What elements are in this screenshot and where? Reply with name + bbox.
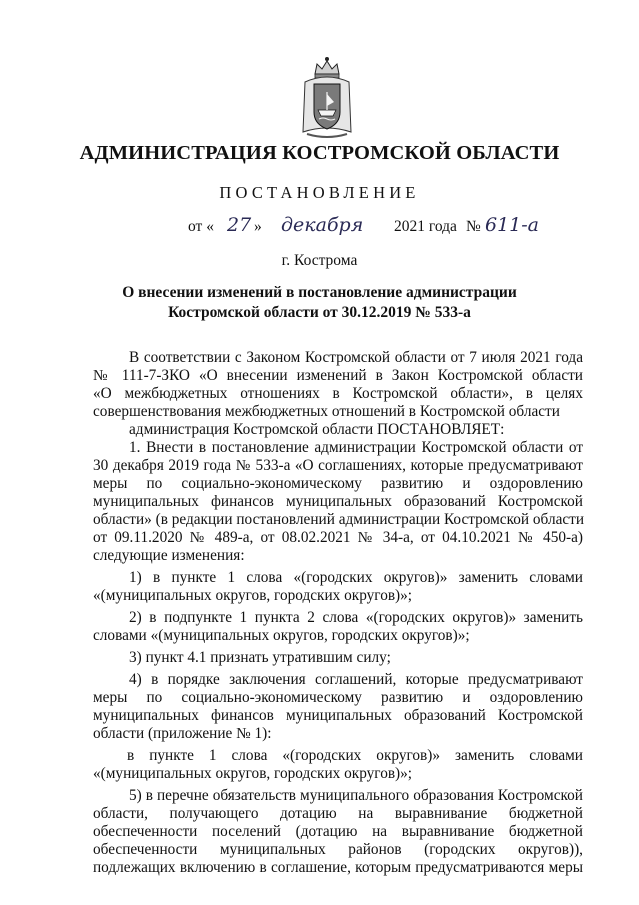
subject-line: О внесении изменений в постановление администрации <box>122 284 517 301</box>
body-line: обеспеченности поселений (дотацию на выравнивание бюджетной <box>93 823 583 840</box>
body-line: 5) в перечне обязательств муниципального образования Костромской <box>129 787 583 804</box>
body-line: области, получающего дотацию на выравнивание бюджетной <box>93 805 583 822</box>
handwritten-day: 27 <box>227 214 252 236</box>
handwritten-month: декабря <box>281 214 364 236</box>
body-line: от 09.11.2020 № 489-а, от 08.02.2021 № 34-а, от 04.10.2021 № 450-а) <box>93 529 583 546</box>
body-line: муниципальных финансов муниципальных образований Костромской <box>93 493 583 510</box>
body-line: «(муниципальных округов, городских округов)»; <box>93 587 413 604</box>
document-subject <box>0 283 639 323</box>
body-line: 1. Внести в постановление администрации Костромской области от <box>129 439 583 456</box>
body-line: администрация Костромской области ПОСТАНОВЛЯЕТ: <box>129 421 505 438</box>
body-line: 4) в порядке заключения соглашений, которые предусматривают <box>129 671 583 688</box>
subject-line: Костромской области от 30.12.2019 № 533-а <box>168 304 471 321</box>
body-line: «О межбюджетных отношениях в Костромской области», в целях <box>93 385 583 402</box>
body-line: области (приложение № 1): <box>93 725 272 742</box>
coat-of-arms-emblem <box>297 54 357 142</box>
body-line: обеспеченности муниципальных районов (городских округов)), <box>93 841 583 858</box>
body-line: словами «(муниципальных округов, городских округов)»; <box>93 627 470 644</box>
date-prefix: от « <box>188 218 214 235</box>
date-close-quote: » <box>254 218 262 235</box>
body-line: 30 декабря 2019 года № 533-а «О соглашениях, которые предусматривают <box>93 457 583 474</box>
body-line: совершенствования межбюджетных отношений в Костромской области <box>93 403 560 420</box>
body-line: 1) в пункте 1 слова «(городских округов)» заменить словами <box>129 569 583 586</box>
date-year: 2021 года <box>394 218 457 235</box>
document-type: ПОСТАНОВЛЕНИЕ <box>219 183 420 202</box>
body-line: «(муниципальных округов, городских округов)»; <box>93 765 413 782</box>
body-line: 2) в подпункте 1 пункта 2 слова «(городских округов)» заменить <box>129 609 583 626</box>
body-line: № 111-7-ЗКО «О внесении изменений в Закон Костромской области <box>93 367 583 384</box>
body-line: следующие изменения: <box>93 547 245 564</box>
organization-title: АДМИНИСТРАЦИЯ КОСТРОМСКОЙ ОБЛАСТИ <box>79 142 560 164</box>
date-number-line <box>188 214 588 242</box>
body-line: В соответствии с Законом Костромской области от 7 июля 2021 года <box>129 349 583 366</box>
body-line: меры по социально-экономическому развитию и оздоровлению <box>93 475 583 492</box>
city-line: г. Кострома <box>281 252 358 269</box>
body-line: подлежащих включению в соглашение, которым предусматриваются меры <box>93 859 583 876</box>
body-line: области» (в редакции постановлений администрации Костромской области <box>93 511 585 528</box>
handwritten-number: 611-а <box>485 214 540 236</box>
body-line: в пункте 1 слова «(городских округов)» заменить словами <box>127 747 583 764</box>
body-line: меры по социально-экономическому развитию и оздоровлению <box>93 689 583 706</box>
body-line: 3) пункт 4.1 признать утратившим силу; <box>129 649 391 666</box>
number-label: № <box>466 218 481 235</box>
body-line: муниципальных финансов муниципальных образований Костромской <box>93 707 583 724</box>
document-body <box>93 349 583 877</box>
